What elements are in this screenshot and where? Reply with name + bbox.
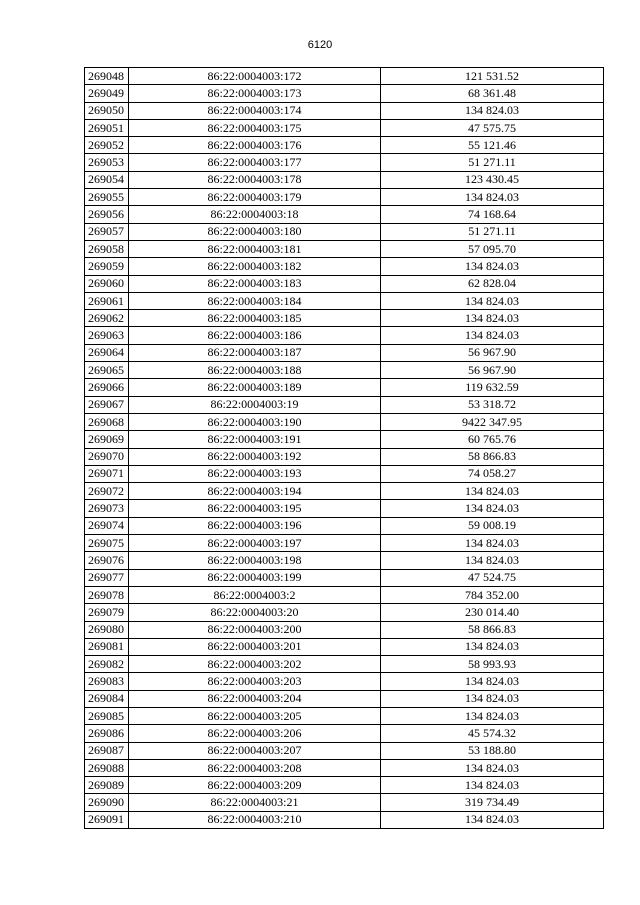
value-cell: 56 967.90 (381, 344, 604, 361)
cadastral-number-cell: 86:22:0004003:188 (129, 362, 381, 379)
table-row (85, 413, 604, 430)
cadastral-number-cell: 86:22:0004003:200 (129, 621, 381, 638)
value-cell: 59 008.19 (381, 517, 604, 534)
cadastral-number-cell: 86:22:0004003:186 (129, 327, 381, 344)
record-id-cell: 269054 (85, 171, 129, 188)
record-id-cell: 269049 (85, 85, 129, 102)
value-cell: 134 824.03 (381, 690, 604, 707)
cadastral-number-cell: 86:22:0004003:175 (129, 119, 381, 136)
cadastral-number-cell: 86:22:0004003:182 (129, 258, 381, 275)
record-id-cell: 269077 (85, 569, 129, 586)
table-row (85, 535, 604, 552)
record-id-cell: 269073 (85, 500, 129, 517)
value-cell: 134 824.03 (381, 759, 604, 776)
record-id-cell: 269086 (85, 725, 129, 742)
record-id-cell: 269051 (85, 119, 129, 136)
value-cell: 51 271.11 (381, 154, 604, 171)
value-cell: 230 014.40 (381, 604, 604, 621)
value-cell: 134 824.03 (381, 500, 604, 517)
cadastral-number-cell: 86:22:0004003:206 (129, 725, 381, 742)
value-cell: 74 058.27 (381, 465, 604, 482)
record-id-cell: 269082 (85, 656, 129, 673)
table-row (85, 327, 604, 344)
record-id-cell: 269088 (85, 759, 129, 776)
cadastral-number-cell: 86:22:0004003:178 (129, 171, 381, 188)
record-id-cell: 269066 (85, 379, 129, 396)
table-row (85, 171, 604, 188)
table-row (85, 483, 604, 500)
value-cell: 53 188.80 (381, 742, 604, 759)
cadastral-number-cell: 86:22:0004003:191 (129, 431, 381, 448)
table-row (85, 465, 604, 482)
value-cell: 74 168.64 (381, 206, 604, 223)
table-row (85, 586, 604, 603)
table-row (85, 621, 604, 638)
table-row (85, 240, 604, 257)
table-row (85, 656, 604, 673)
table-row (85, 68, 604, 85)
cadastral-number-cell: 86:22:0004003:185 (129, 310, 381, 327)
value-cell: 51 271.11 (381, 223, 604, 240)
cadastral-number-cell: 86:22:0004003:18 (129, 206, 381, 223)
table-row (85, 811, 604, 828)
cadastral-number-cell: 86:22:0004003:2 (129, 586, 381, 603)
table-row (85, 431, 604, 448)
page-number: 6120 (307, 39, 333, 51)
table-row (85, 344, 604, 361)
record-id-cell: 269079 (85, 604, 129, 621)
table-row (85, 362, 604, 379)
cadastral-number-cell: 86:22:0004003:207 (129, 742, 381, 759)
record-id-cell: 269048 (85, 68, 129, 85)
value-cell: 119 632.59 (381, 379, 604, 396)
cadastral-number-cell: 86:22:0004003:174 (129, 102, 381, 119)
table-row (85, 742, 604, 759)
table-row (85, 552, 604, 569)
table-row (85, 223, 604, 240)
table-row (85, 275, 604, 292)
table-row (85, 725, 604, 742)
value-cell: 134 824.03 (381, 102, 604, 119)
cadastral-number-cell: 86:22:0004003:187 (129, 344, 381, 361)
record-id-cell: 269065 (85, 362, 129, 379)
value-cell: 121 531.52 (381, 68, 604, 85)
cadastral-number-cell: 86:22:0004003:208 (129, 759, 381, 776)
cadastral-number-cell: 86:22:0004003:193 (129, 465, 381, 482)
table-row (85, 448, 604, 465)
value-cell: 45 574.32 (381, 725, 604, 742)
value-cell: 47 575.75 (381, 119, 604, 136)
record-id-cell: 269061 (85, 292, 129, 309)
value-cell: 134 824.03 (381, 638, 604, 655)
value-cell: 58 866.83 (381, 448, 604, 465)
record-id-cell: 269090 (85, 794, 129, 811)
table-row (85, 396, 604, 413)
value-cell: 57 095.70 (381, 240, 604, 257)
cadastral-number-cell: 86:22:0004003:198 (129, 552, 381, 569)
value-cell: 134 824.03 (381, 707, 604, 724)
record-id-cell: 269060 (85, 275, 129, 292)
value-cell: 134 824.03 (381, 552, 604, 569)
cadastral-number-cell: 86:22:0004003:172 (129, 68, 381, 85)
table-row (85, 690, 604, 707)
record-id-cell: 269085 (85, 707, 129, 724)
table-row (85, 189, 604, 206)
value-cell: 134 824.03 (381, 483, 604, 500)
value-cell: 134 824.03 (381, 292, 604, 309)
value-cell: 134 824.03 (381, 535, 604, 552)
value-cell: 62 828.04 (381, 275, 604, 292)
record-id-cell: 269072 (85, 483, 129, 500)
cadastral-number-cell: 86:22:0004003:205 (129, 707, 381, 724)
record-id-cell: 269075 (85, 535, 129, 552)
value-cell: 58 993.93 (381, 656, 604, 673)
value-cell: 134 824.03 (381, 310, 604, 327)
cadastral-number-cell: 86:22:0004003:184 (129, 292, 381, 309)
record-id-cell: 269071 (85, 465, 129, 482)
value-cell: 319 734.49 (381, 794, 604, 811)
record-id-cell: 269052 (85, 137, 129, 154)
table-row (85, 500, 604, 517)
value-cell: 47 524.75 (381, 569, 604, 586)
record-id-cell: 269089 (85, 777, 129, 794)
cadastral-number-cell: 86:22:0004003:209 (129, 777, 381, 794)
record-id-cell: 269078 (85, 586, 129, 603)
record-id-cell: 269050 (85, 102, 129, 119)
cadastral-number-cell: 86:22:0004003:190 (129, 413, 381, 430)
cadastral-number-cell: 86:22:0004003:210 (129, 811, 381, 828)
table-row (85, 638, 604, 655)
table-row (85, 604, 604, 621)
record-id-cell: 269056 (85, 206, 129, 223)
value-cell: 134 824.03 (381, 673, 604, 690)
table-row (85, 673, 604, 690)
table-row (85, 85, 604, 102)
record-id-cell: 269070 (85, 448, 129, 465)
record-id-cell: 269062 (85, 310, 129, 327)
cadastral-number-cell: 86:22:0004003:176 (129, 137, 381, 154)
value-cell: 134 824.03 (381, 327, 604, 344)
cadastral-number-cell: 86:22:0004003:201 (129, 638, 381, 655)
value-cell: 134 824.03 (381, 777, 604, 794)
table-row (85, 102, 604, 119)
record-id-cell: 269091 (85, 811, 129, 828)
value-cell: 123 430.45 (381, 171, 604, 188)
cadastral-number-cell: 86:22:0004003:194 (129, 483, 381, 500)
cadastral-number-cell: 86:22:0004003:173 (129, 85, 381, 102)
value-cell: 55 121.46 (381, 137, 604, 154)
record-id-cell: 269074 (85, 517, 129, 534)
record-id-cell: 269087 (85, 742, 129, 759)
table-row (85, 379, 604, 396)
cadastral-number-cell: 86:22:0004003:203 (129, 673, 381, 690)
record-id-cell: 269080 (85, 621, 129, 638)
cadastral-number-cell: 86:22:0004003:20 (129, 604, 381, 621)
cadastral-number-cell: 86:22:0004003:204 (129, 690, 381, 707)
record-id-cell: 269081 (85, 638, 129, 655)
table-row (85, 707, 604, 724)
cadastral-number-cell: 86:22:0004003:202 (129, 656, 381, 673)
record-id-cell: 269069 (85, 431, 129, 448)
value-cell: 56 967.90 (381, 362, 604, 379)
cadastral-number-cell: 86:22:0004003:197 (129, 535, 381, 552)
cadastral-number-cell: 86:22:0004003:195 (129, 500, 381, 517)
cadastral-number-cell: 86:22:0004003:189 (129, 379, 381, 396)
cadastral-number-cell: 86:22:0004003:196 (129, 517, 381, 534)
value-cell: 134 824.03 (381, 811, 604, 828)
record-id-cell: 269063 (85, 327, 129, 344)
cadastral-number-cell: 86:22:0004003:181 (129, 240, 381, 257)
table-row (85, 292, 604, 309)
record-id-cell: 269084 (85, 690, 129, 707)
record-id-cell: 269055 (85, 189, 129, 206)
table-row (85, 517, 604, 534)
cadastral-number-cell: 86:22:0004003:183 (129, 275, 381, 292)
record-id-cell: 269053 (85, 154, 129, 171)
cadastral-number-cell: 86:22:0004003:180 (129, 223, 381, 240)
table-body (85, 68, 604, 829)
table-row (85, 569, 604, 586)
value-cell: 53 318.72 (381, 396, 604, 413)
value-cell: 9422 347.95 (381, 413, 604, 430)
record-id-cell: 269068 (85, 413, 129, 430)
value-cell: 134 824.03 (381, 258, 604, 275)
table-row (85, 794, 604, 811)
table-row (85, 310, 604, 327)
table-row (85, 258, 604, 275)
record-id-cell: 269059 (85, 258, 129, 275)
table-row (85, 206, 604, 223)
record-id-cell: 269058 (85, 240, 129, 257)
cadastral-number-cell: 86:22:0004003:19 (129, 396, 381, 413)
data-table (84, 67, 604, 829)
table-row (85, 137, 604, 154)
table-row (85, 119, 604, 136)
cadastral-number-cell: 86:22:0004003:177 (129, 154, 381, 171)
table-row (85, 154, 604, 171)
table-row (85, 777, 604, 794)
table-row (85, 759, 604, 776)
value-cell: 68 361.48 (381, 85, 604, 102)
record-id-cell: 269083 (85, 673, 129, 690)
record-id-cell: 269064 (85, 344, 129, 361)
record-id-cell: 269067 (85, 396, 129, 413)
cadastral-number-cell: 86:22:0004003:199 (129, 569, 381, 586)
cadastral-number-cell: 86:22:0004003:179 (129, 189, 381, 206)
value-cell: 58 866.83 (381, 621, 604, 638)
cadastral-number-cell: 86:22:0004003:21 (129, 794, 381, 811)
value-cell: 60 765.76 (381, 431, 604, 448)
record-id-cell: 269057 (85, 223, 129, 240)
record-id-cell: 269076 (85, 552, 129, 569)
value-cell: 134 824.03 (381, 189, 604, 206)
value-cell: 784 352.00 (381, 586, 604, 603)
cadastral-number-cell: 86:22:0004003:192 (129, 448, 381, 465)
